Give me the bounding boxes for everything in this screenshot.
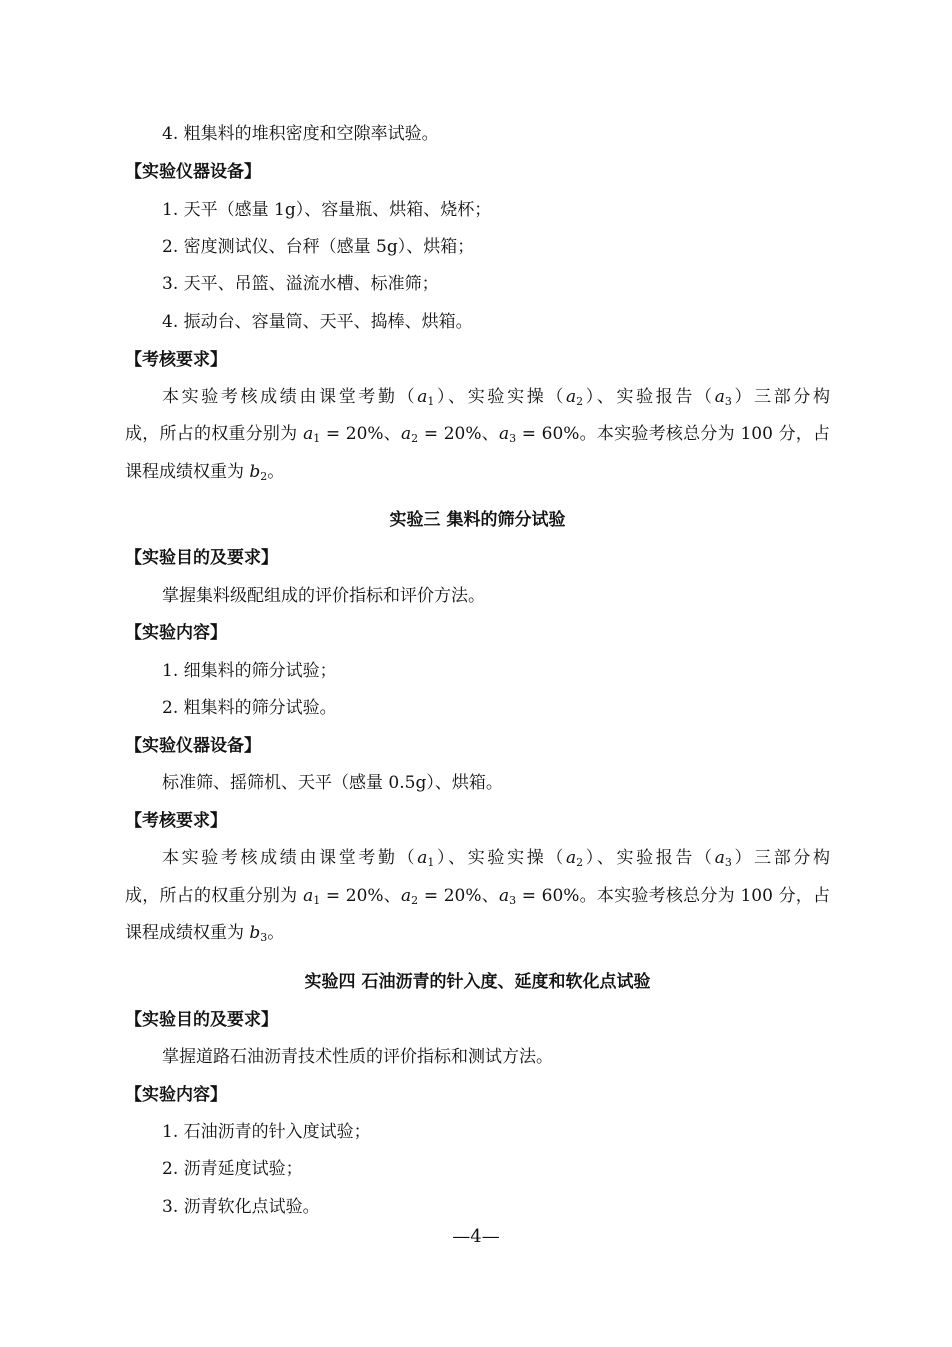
section-heading-content: 【实验内容】 bbox=[125, 623, 227, 643]
assessment-paragraph-line: 本实验考核成绩由课堂考勤$(a_1)$、实验实操$(a_2)$、实验报告$(a_3)$三部分构 bbox=[162, 848, 831, 869]
content-item: 2. 沥青延度试验； bbox=[162, 1159, 303, 1179]
assessment-paragraph-line: 成，所占的权重分别为 $a_1 = 20\%$、$a_2 = 20\%$、$a_3 = 60\%$。本实验考核总分为 100 分，占 bbox=[125, 886, 831, 907]
equipment-item: 3. 天平、吊篮、溢流水槽、标准筛； bbox=[162, 274, 439, 294]
section-heading-purpose: 【实验目的及要求】 bbox=[125, 548, 278, 568]
equipment-item: 4. 振动台、容量筒、天平、捣棒、烘箱。 bbox=[162, 312, 473, 332]
equipment-text: 标准筛、摇筛机、天平（感量 0.5g）、烘箱。 bbox=[162, 773, 503, 793]
section-heading-equipment: 【实验仪器设备】 bbox=[125, 162, 261, 182]
assessment-paragraph-line: 本实验考核成绩由课堂考勤$(a_1)$、实验实操$(a_2)$、实验报告$(a_3)$三部分构 bbox=[162, 387, 831, 408]
equipment-item: 1. 天平（感量 1g）、容量瓶、烘箱、烧杯； bbox=[162, 200, 492, 220]
section-heading-assessment: 【考核要求】 bbox=[125, 811, 227, 831]
assessment-paragraph-line: 课程成绩权重为 $b_2$。 bbox=[125, 462, 285, 483]
section-heading-equipment: 【实验仪器设备】 bbox=[125, 736, 261, 756]
section-heading-purpose: 【实验目的及要求】 bbox=[125, 1010, 278, 1030]
purpose-text: 掌握集料级配组成的评价指标和评价方法。 bbox=[162, 586, 485, 606]
purpose-text: 掌握道路石油沥青技术性质的评价指标和测试方法。 bbox=[162, 1047, 553, 1067]
content-item: 3. 沥青软化点试验。 bbox=[162, 1197, 320, 1217]
content-item: 1. 石油沥青的针入度试验； bbox=[162, 1122, 371, 1142]
page-number: —4— bbox=[452, 1226, 500, 1247]
section-heading-content: 【实验内容】 bbox=[125, 1085, 227, 1105]
experiment-title: 实验四 石油沥青的针入度、延度和软化点试验 bbox=[304, 972, 651, 992]
content-item: 4. 粗集料的堆积密度和空隙率试验。 bbox=[162, 124, 439, 144]
assessment-paragraph-line: 成，所占的权重分别为 $a_1 = 20\%$、$a_2 = 20\%$、$a_3 = 60\%$。本实验考核总分为 100 分，占 bbox=[125, 424, 831, 445]
assessment-paragraph-line: 课程成绩权重为 $b_3$。 bbox=[125, 923, 285, 944]
experiment-title: 实验三 集料的筛分试验 bbox=[389, 510, 566, 530]
content-item: 2. 粗集料的筛分试验。 bbox=[162, 698, 337, 718]
section-heading-assessment: 【考核要求】 bbox=[125, 350, 227, 370]
equipment-item: 2. 密度测试仪、台秤（感量 5g）、烘箱； bbox=[162, 237, 475, 257]
content-item: 1. 细集料的筛分试验； bbox=[162, 661, 337, 681]
